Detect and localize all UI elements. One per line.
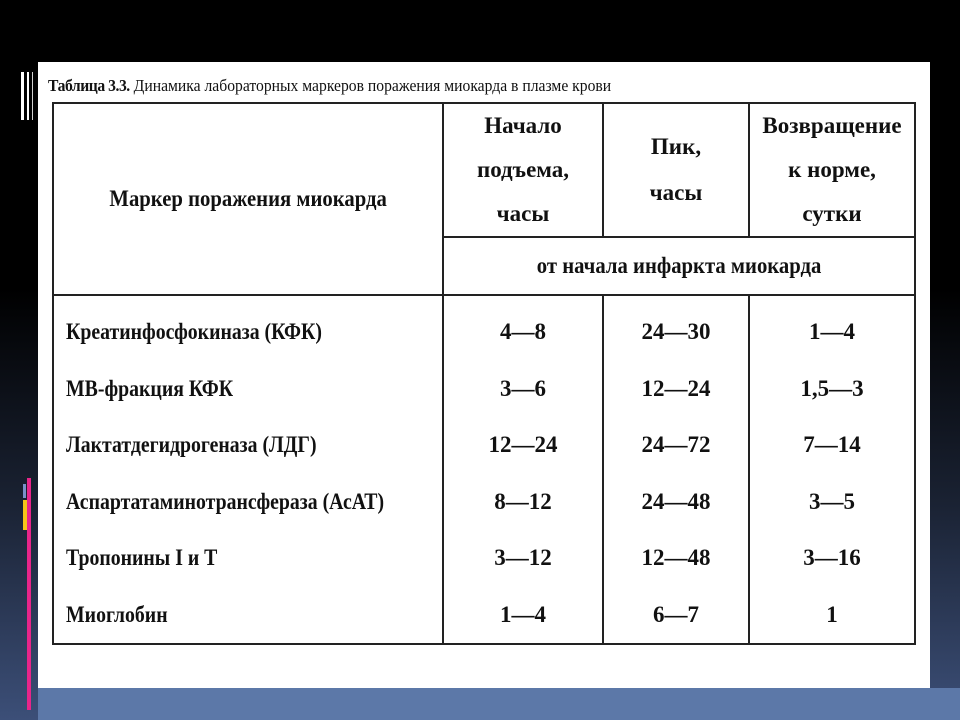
cell-onset: 1—4 bbox=[500, 601, 546, 627]
markers-table bbox=[52, 102, 916, 645]
slide-bottom-band bbox=[38, 688, 960, 720]
table-row-marker: Тропонины I и Т bbox=[66, 545, 218, 570]
cell-return: 1 bbox=[826, 601, 838, 627]
header-peak: Пик, часы bbox=[603, 103, 749, 237]
table-row-marker: Лактатдегидрогеназа (ЛДГ) bbox=[66, 432, 317, 457]
table-row-marker: МВ-фракция КФК bbox=[66, 375, 234, 401]
cell-peak: 6—7 bbox=[653, 601, 699, 627]
decor-line bbox=[23, 500, 27, 530]
column-markers bbox=[53, 295, 443, 644]
cell-peak: 24—30 bbox=[641, 319, 711, 344]
cell-return: 1—4 bbox=[809, 319, 855, 344]
table-caption bbox=[48, 76, 839, 96]
header-marker: Маркер поражения миокарда bbox=[53, 103, 443, 295]
column-return bbox=[749, 295, 915, 644]
header-subheader: от начала инфаркта миокарда bbox=[443, 237, 915, 295]
decor-line bbox=[32, 72, 33, 120]
decor-line bbox=[27, 478, 31, 710]
table-row-marker: Миоглобин bbox=[66, 601, 168, 627]
decor-line bbox=[27, 72, 29, 120]
scanned-page bbox=[38, 62, 930, 688]
cell-onset: 3—6 bbox=[500, 375, 546, 401]
cell-peak: 12—24 bbox=[641, 375, 711, 401]
header-return: Возвращение к норме, сутки bbox=[749, 103, 915, 237]
cell-onset: 8—12 bbox=[494, 488, 552, 514]
cell-peak: 24—48 bbox=[641, 488, 711, 514]
cell-onset: 12—24 bbox=[488, 432, 558, 457]
header-onset: Начало подъема, часы bbox=[443, 103, 603, 237]
cell-onset: 3—12 bbox=[494, 545, 552, 570]
cell-peak: 12—48 bbox=[641, 545, 711, 570]
cell-return: 7—14 bbox=[803, 432, 861, 457]
cell-return: 3—16 bbox=[803, 545, 861, 570]
cell-return: 3—5 bbox=[809, 488, 855, 514]
caption-lead: Таблица 3.3. bbox=[48, 76, 130, 95]
column-onset bbox=[443, 295, 603, 644]
caption-text: Динамика лабораторных маркеров поражения миокарда в плазме крови bbox=[129, 76, 612, 95]
cell-onset: 4—8 bbox=[500, 319, 546, 344]
column-peak bbox=[603, 295, 749, 644]
table-row-marker: Аспартатаминотрансфераза (АсАТ) bbox=[66, 488, 385, 514]
table-row-marker: Креатинфосфокиназа (КФК) bbox=[66, 319, 322, 344]
cell-peak: 24—72 bbox=[641, 432, 711, 457]
decor-line bbox=[23, 484, 26, 498]
decor-line bbox=[21, 72, 24, 120]
cell-return: 1,5—3 bbox=[800, 375, 864, 401]
